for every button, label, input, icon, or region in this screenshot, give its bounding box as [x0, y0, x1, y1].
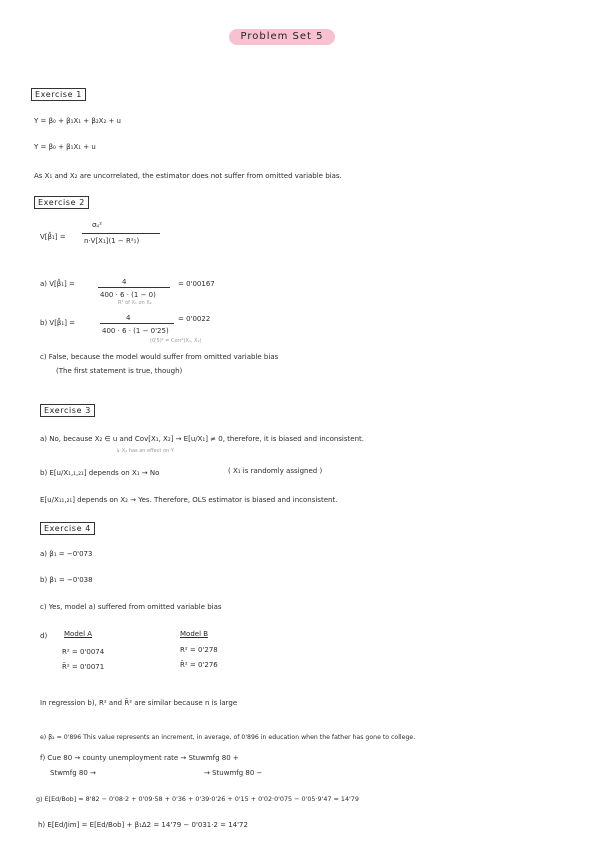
ex1-text: As X₁ and X₂ are uncorrelated, the estimator does not suffer from omitted variable bias.	[34, 172, 342, 180]
ex4-model-b-r2: R² = 0'278	[180, 646, 218, 654]
ex2-formula-denominator: n·V[X₁](1 − R²₁)	[84, 237, 140, 245]
exercise-1-heading: Exercise 1	[31, 88, 86, 101]
ex2-a-bar	[98, 287, 170, 288]
ex4-h: h) E[Ed/Jim] = E[Ed/Bob] + β₁Δ2 = 14'79 − 0'031·2 = 14'72	[38, 821, 248, 829]
exercise-2-heading: Exercise 2	[34, 196, 89, 209]
ex4-f-line-3: → Stuwmfg 80 −	[204, 769, 263, 777]
ex4-g: g) E[Ed/Bob] = 8'82 − 0'08·2 + 0'09·58 + 0'36 + 0'39·0'26 + 0'15 + 0'02·0'075 − 0'05·9'47 = 14'79	[36, 795, 359, 803]
ex2-a-result: = 0'00167	[178, 280, 215, 288]
ex2-b-numerator: 4	[126, 314, 131, 322]
ex4-a: a) β₁ = −0'073	[40, 550, 93, 558]
ex4-model-b-header: Model B	[180, 630, 209, 638]
ex4-model-a-header: Model A	[64, 630, 93, 638]
ex4-c: c) Yes, model a) suffered from omitted variable bias	[40, 603, 222, 611]
ex2-a-denominator: 400 · 6 · (1 − 0)	[100, 291, 156, 299]
ex4-f-line-1: f) Cue 80 → county unemployment rate → Stuwmfg 80 +	[40, 754, 239, 762]
ex2-b-note: (0'5)² = Corr²(X₁, X₂)	[150, 338, 202, 344]
ex4-d-text: In regression b), R² and R̄² are similar because n is large	[40, 699, 238, 707]
ex3-b-paren: ( X₁ is randomly assigned )	[228, 467, 323, 475]
ex4-b: b) β₁ = −0'038	[40, 576, 93, 584]
ex2-b-result: = 0'0022	[178, 315, 211, 323]
ex4-model-a-r2adj: R̄² = 0'0071	[62, 663, 105, 671]
ex2-formula-bar	[82, 233, 160, 234]
ex2-b-lhs: b) V[β̂₁] =	[40, 319, 76, 327]
ex1-equation-2: Y = β₀ + β₁X₁ + u	[34, 143, 96, 151]
ex2-a-numerator: 4	[122, 278, 127, 286]
ex3-c: E[u/X₁₁,₂₁] depends on X₂ → Yes. Therefore, OLS estimator is biased and inconsistent.	[40, 496, 338, 504]
ex2-c-line-2: (The first statement is true, though)	[56, 367, 183, 375]
ex4-model-a-r2: R² = 0'0074	[62, 648, 105, 656]
ex4-d-label: d)	[40, 632, 48, 640]
ex2-a-lhs: a) V[β̂₁] =	[40, 280, 75, 288]
exercise-3-heading: Exercise 3	[40, 404, 95, 417]
page-title: Problem Set 5	[229, 29, 335, 45]
ex2-b-denominator: 400 · 6 · (1 − 0'25)	[102, 327, 169, 335]
ex3-b: b) E[u/X₁,₁,₂₁] depends on X₁ → No	[40, 469, 160, 477]
ex3-a-note: ↳ X₂ has an effect on Y	[116, 448, 174, 454]
exercise-4-heading: Exercise 4	[40, 522, 95, 535]
ex1-equation-1: Y = β₀ + β₁X₁ + β₂X₂ + u	[34, 117, 121, 125]
ex3-a: a) No, because X₂ ∈ u and Cov[X₁, X₂] → E[u/X₁] ≠ 0, therefore, it is biased and inconsistent.	[40, 435, 364, 443]
ex2-formula-numerator: σᵤ²	[92, 221, 103, 229]
ex2-a-note: R² of X₁ on X₂	[118, 300, 152, 306]
ex2-formula-lhs: V[β̂₁] =	[40, 233, 66, 241]
ex4-e: e) β₂ = 0'896 This value represents an increment, in average, of 0'896 in education when the father has gone to college.	[40, 734, 416, 741]
ex2-c-line-1: c) False, because the model would suffer from omitted variable bias	[40, 353, 279, 361]
ex4-f-line-2: Stwmfg 80 →	[50, 769, 96, 777]
ex2-b-bar	[100, 323, 174, 324]
ex4-model-b-r2adj: R̄² = 0'276	[180, 661, 218, 669]
